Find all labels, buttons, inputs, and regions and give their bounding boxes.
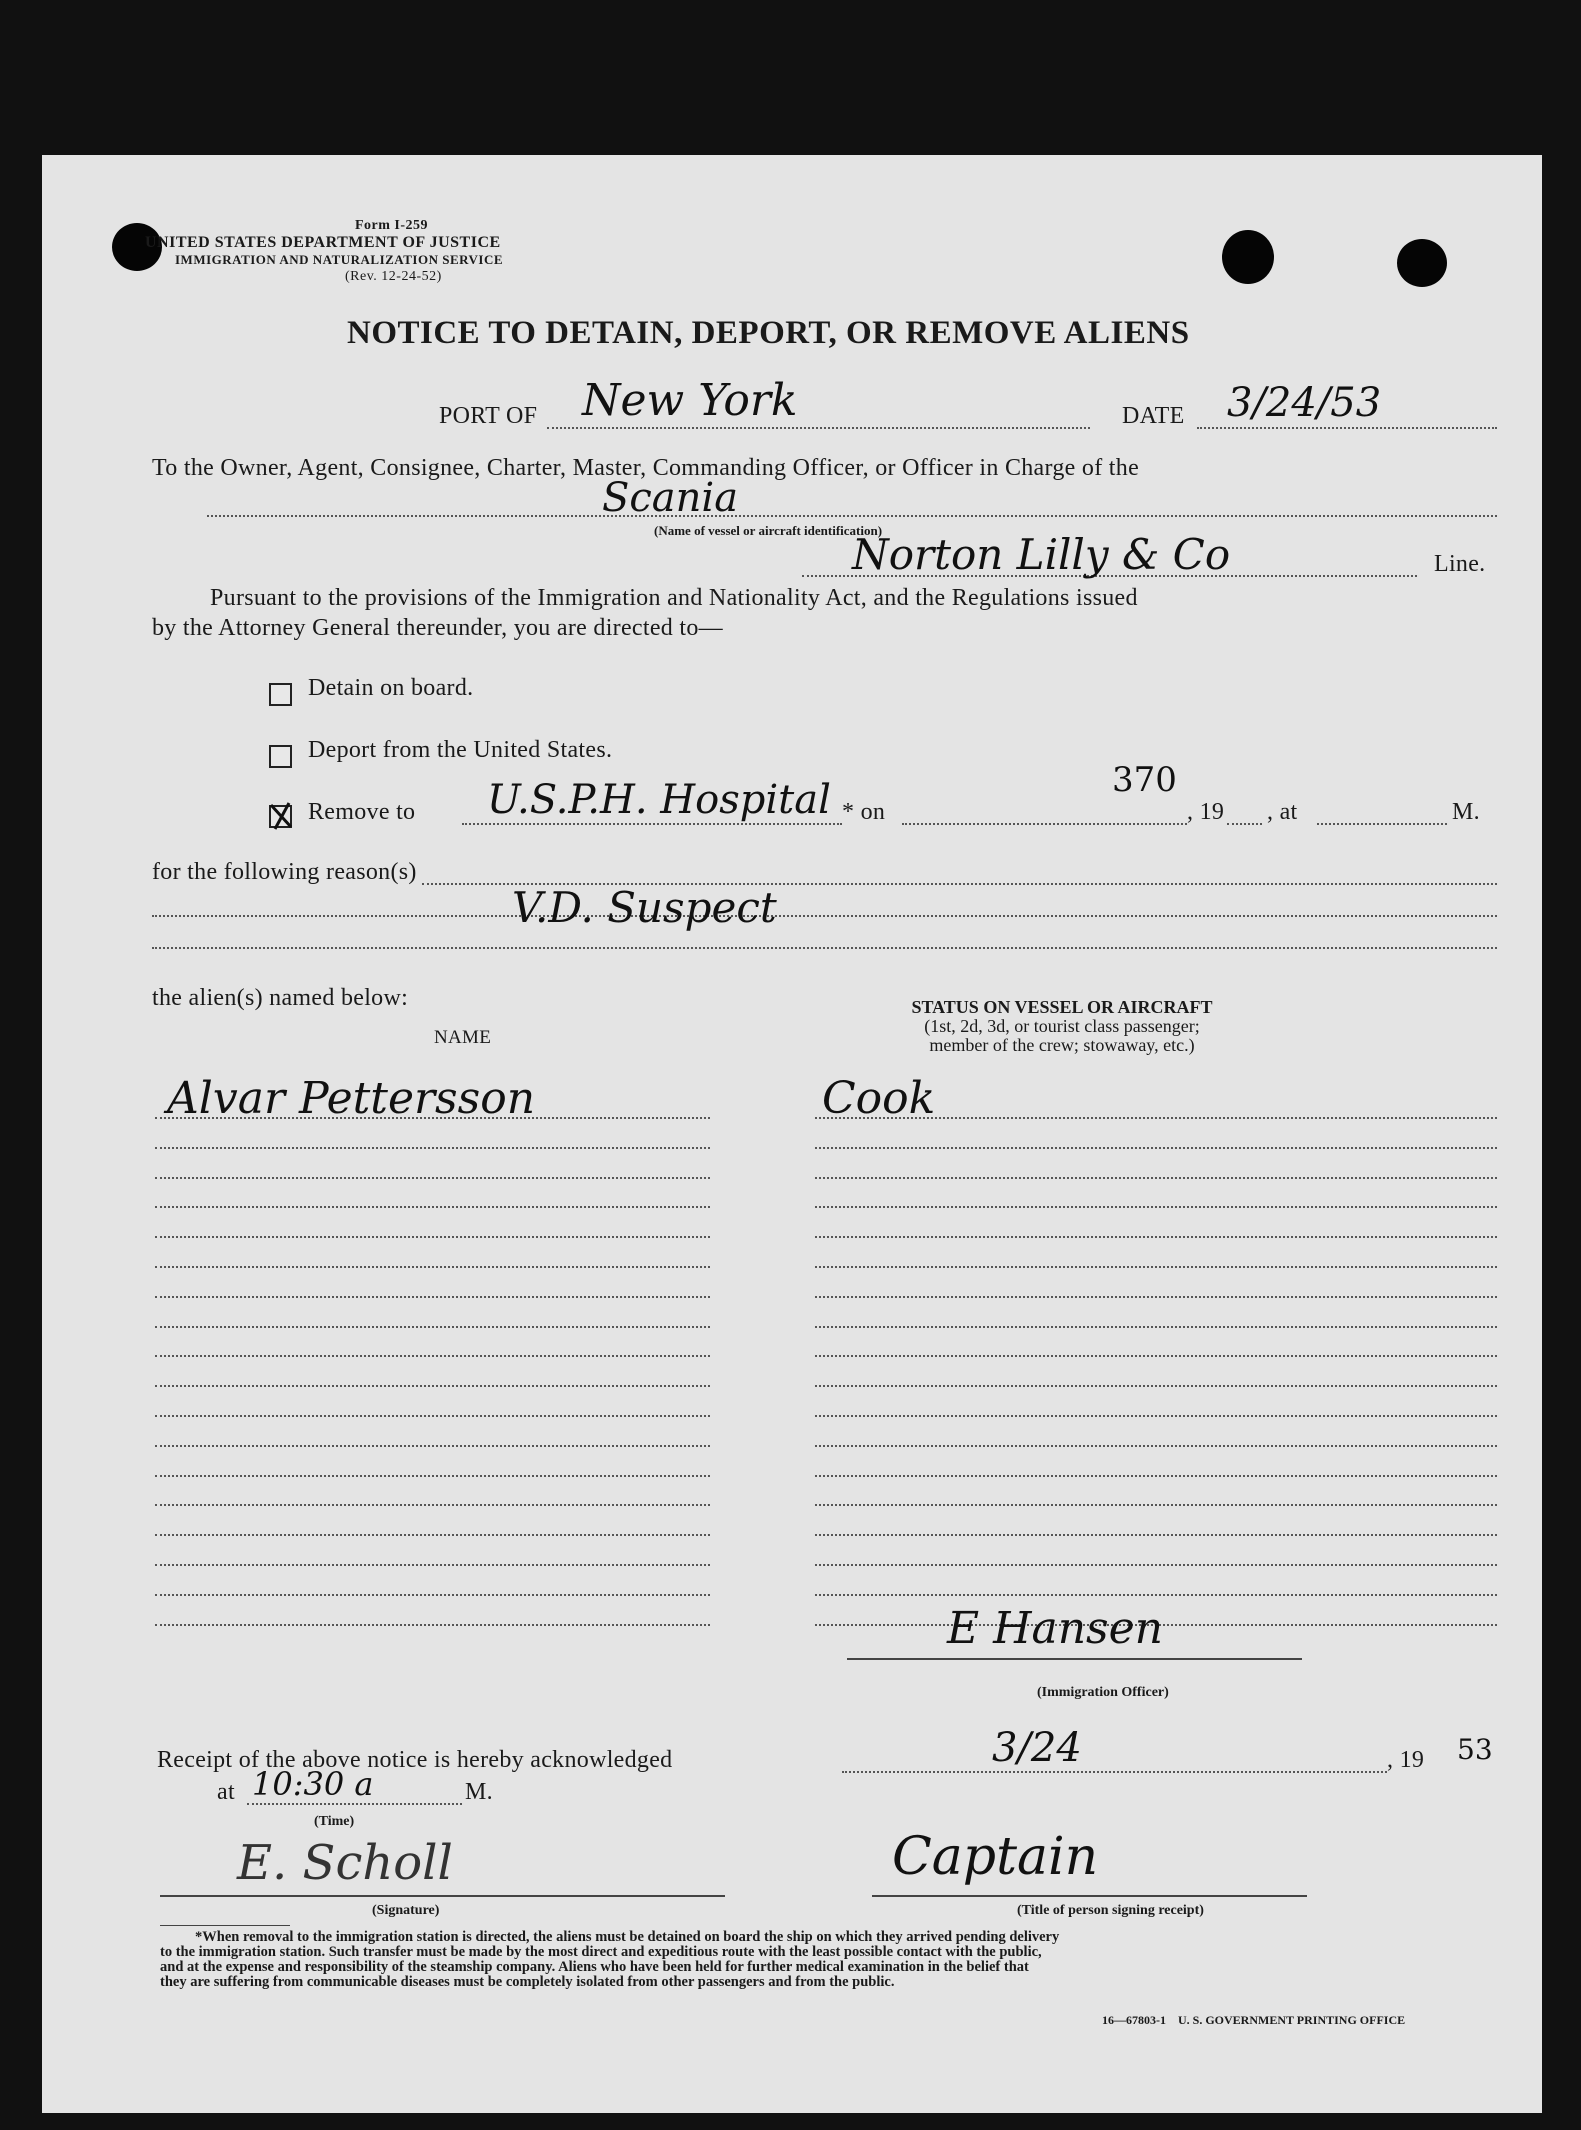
name-row-line (155, 1445, 710, 1447)
name-row-line (155, 1266, 710, 1268)
name-row-line (155, 1206, 710, 1208)
name-row-line (155, 1236, 710, 1238)
form-revision: (Rev. 12-24-52) (345, 269, 442, 284)
port-line (547, 427, 1090, 429)
status-row-line (815, 1177, 1497, 1179)
name-row-line (155, 1177, 710, 1179)
status-column-header (812, 998, 1312, 1055)
receipt-date-line (842, 1771, 1387, 1773)
name-row-line (155, 1296, 710, 1298)
receipt-time-value[interactable]: 10:30 a (252, 1765, 374, 1803)
aliens-label: the alien(s) named below: (152, 985, 409, 1011)
name-row-line (155, 1147, 710, 1149)
name-row-line (155, 1624, 710, 1626)
footnote (160, 1930, 1510, 1990)
status-header-sub-2: member of the crew; stowaway, etc.) (929, 1035, 1195, 1055)
deport-checkbox[interactable] (269, 745, 292, 768)
name-row-line (155, 1385, 710, 1387)
reason-line-2 (152, 915, 1497, 917)
punch-hole-right-2 (1397, 239, 1447, 287)
date-value[interactable]: 3/24/53 (1227, 380, 1382, 426)
officer-signature[interactable]: E Hansen (947, 1603, 1164, 1654)
status-row-line (815, 1594, 1497, 1596)
status-row-line (815, 1355, 1497, 1357)
status-row-line (815, 1445, 1497, 1447)
receipt-text: Receipt of the above notice is hereby acknowledged (157, 1747, 673, 1773)
on-label: * on (842, 799, 886, 825)
status-row-line (815, 1266, 1497, 1268)
port-value[interactable]: New York (582, 375, 798, 426)
date-label: DATE (1122, 403, 1185, 429)
agency-line-2: IMMIGRATION AND NATURALIZATION SERVICE (175, 252, 504, 267)
receipt-time-line (247, 1803, 462, 1805)
reason-label: for the following reason(s) (152, 859, 417, 885)
reason-line-3 (152, 947, 1497, 949)
form-header (145, 217, 665, 285)
officer-caption: (Immigration Officer) (1037, 1685, 1169, 1700)
receipt-signature-value[interactable]: E. Scholl (237, 1835, 453, 1891)
addressee-text: To the Owner, Agent, Consignee, Charter, Master, Commanding Officer, or Officer in Charge of the (152, 455, 1140, 481)
time-line (1317, 823, 1447, 825)
name-row-line (155, 1415, 710, 1417)
officer-signature-line (847, 1658, 1302, 1660)
name-row-line (155, 1564, 710, 1566)
name-row-line (155, 1355, 710, 1357)
time-caption: (Time) (314, 1814, 355, 1829)
vessel-value[interactable]: Scania (602, 475, 739, 521)
reason-value[interactable]: V.D. Suspect (512, 883, 777, 932)
signature-caption: (Signature) (372, 1903, 440, 1918)
status-header-title: STATUS ON VESSEL OR AIRCRAFT (911, 997, 1213, 1017)
status-row-line (815, 1385, 1497, 1387)
pursuant-line-1: Pursuant to the provisions of the Immigration and Nationality Act, and the Regulations issued (210, 585, 1138, 611)
year-line (1227, 823, 1262, 825)
title-caption: (Title of person signing receipt) (1017, 1903, 1204, 1918)
status-row-line (815, 1504, 1497, 1506)
status-row-line (815, 1296, 1497, 1298)
name-row-line (155, 1504, 710, 1506)
status-row-line (815, 1147, 1497, 1149)
on-line (902, 823, 1187, 825)
vessel-line (207, 515, 1497, 517)
date-line (1197, 427, 1497, 429)
status-row-line (815, 1534, 1497, 1536)
status-row-line (815, 1415, 1497, 1417)
footnote-line-2: to the immigration station. Such transfer must be made by the most direct and expeditious route with the least possible contact with the public, (160, 1944, 1042, 1960)
name-row-line (155, 1326, 710, 1328)
alien-status-value[interactable]: Cook (822, 1073, 936, 1124)
remove-to-line (462, 823, 842, 825)
m-label: M. (1452, 799, 1480, 825)
status-row-line (815, 1236, 1497, 1238)
checkbox-x-mark (267, 801, 297, 831)
pursuant-line-2: by the Attorney General thereunder, you are directed to— (152, 615, 723, 641)
remove-label: Remove to (308, 799, 416, 825)
status-row-line (815, 1206, 1497, 1208)
page-title: NOTICE TO DETAIN, DEPORT, OR REMOVE ALIENS (347, 315, 1190, 351)
receipt-year-label: , 19 (1387, 1747, 1425, 1773)
punch-hole-right-1 (1222, 230, 1274, 284)
receipt-year-value[interactable]: 53 (1457, 1733, 1493, 1766)
receipt-title-value[interactable]: Captain (892, 1827, 1099, 1887)
detain-checkbox[interactable] (269, 683, 292, 706)
agency-line-1: UNITED STATES DEPARTMENT OF JUSTICE (145, 234, 501, 251)
footnote-line-1: *When removal to the immigration station is directed, the aliens must be detained on board the ship on which they arrived pending delivery (195, 1929, 1060, 1945)
receipt-date-value[interactable]: 3/24 (992, 1725, 1082, 1771)
name-row-line (155, 1117, 710, 1119)
printer-imprint: 16—67803-1 U. S. GOVERNMENT PRINTING OFFICE (1102, 2013, 1406, 2027)
on-value[interactable]: 370 (1112, 760, 1177, 800)
form-paper (42, 155, 1542, 2113)
line-label: Line. (1434, 551, 1486, 577)
name-row-line (155, 1594, 710, 1596)
deport-label: Deport from the United States. (308, 737, 613, 763)
receipt-title-line (872, 1895, 1307, 1897)
port-label: PORT OF (439, 403, 538, 429)
status-header-sub-1: (1st, 2d, 3d, or tourist class passenger; (924, 1016, 1200, 1036)
remove-checkbox[interactable] (269, 805, 292, 828)
name-row-line (155, 1534, 710, 1536)
form-number: Form I-259 (355, 218, 429, 233)
footnote-rule (160, 1925, 290, 1926)
receipt-m-label: M. (465, 1779, 493, 1805)
year-label: , 19 (1187, 799, 1225, 825)
status-row-line (815, 1475, 1497, 1477)
name-column-header: NAME (434, 1027, 492, 1048)
status-row-line (815, 1326, 1497, 1328)
footnote-line-4: they are suffering from communicable diseases must be completely isolated from other passengers and from the public. (160, 1974, 895, 1990)
detain-label: Detain on board. (308, 675, 474, 701)
name-row-line (155, 1475, 710, 1477)
receipt-at-label: at (217, 1779, 235, 1805)
alien-name-value[interactable]: Alvar Pettersson (167, 1073, 536, 1124)
footnote-line-3: and at the expense and responsibility of the steamship company. Aliens who have been held for further medical examination in the belief that (160, 1959, 1029, 1975)
vessel-caption: (Name of vessel or aircraft identification) (654, 523, 883, 538)
status-row-line (815, 1564, 1497, 1566)
steamship-line-value[interactable]: Norton Lilly & Co (852, 530, 1231, 579)
status-row-line (815, 1117, 1497, 1119)
remove-to-value[interactable]: U.S.P.H. Hospital (487, 777, 831, 823)
receipt-signature-line (160, 1895, 725, 1897)
at-label: , at (1267, 799, 1298, 825)
